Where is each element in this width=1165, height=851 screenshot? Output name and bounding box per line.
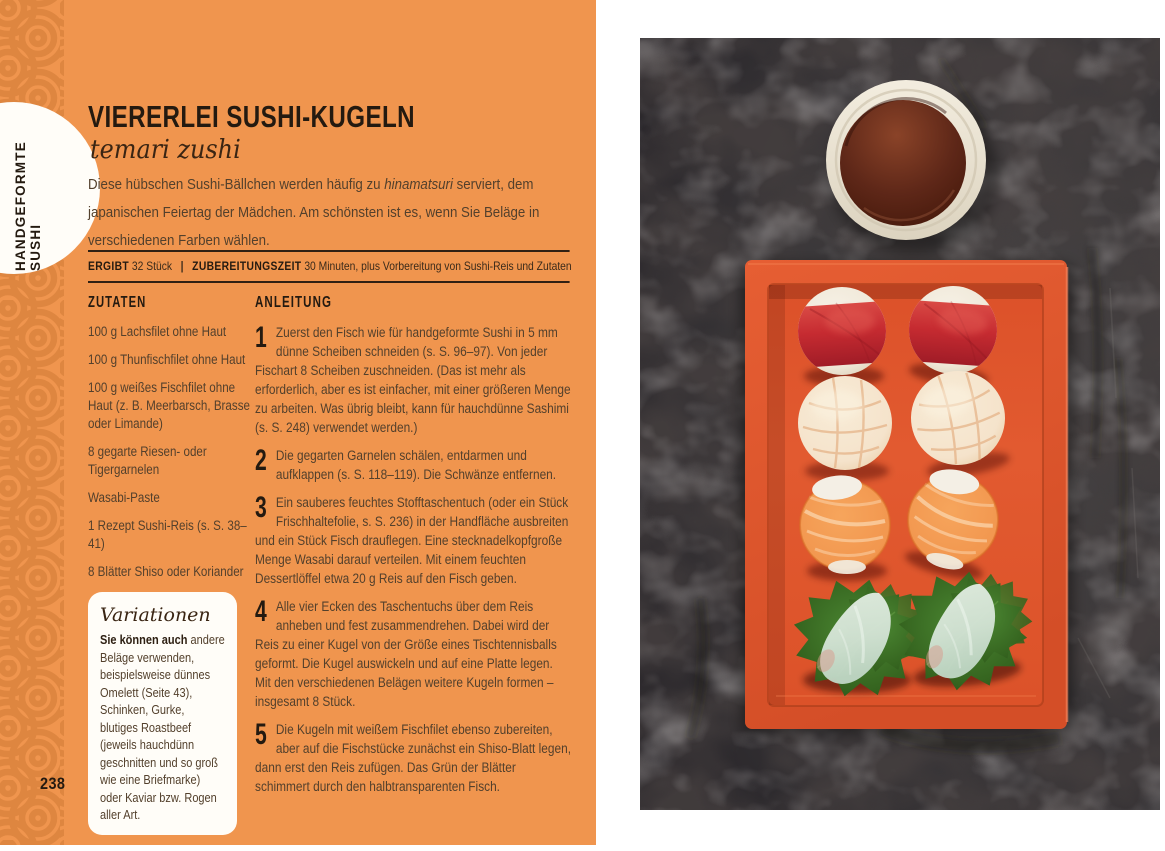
variations-text — [100, 632, 225, 825]
ingredient-item: Wasabi-Paste — [88, 490, 160, 505]
instruction-step — [255, 720, 572, 796]
step-text: Die gegarten Garnelen schälen, entdarmen und aufklappen (s. S. 118–119). Die Schwänze entfernen. — [275, 448, 557, 482]
meta-separator: | — [180, 259, 184, 273]
instructions-heading: ANLEITUNG — [255, 294, 333, 311]
yield-value: 32 Stück — [129, 259, 173, 273]
step-number: 2 — [255, 444, 267, 477]
step-number: 5 — [255, 718, 267, 751]
instruction-step — [255, 446, 572, 484]
recipe-subtitle-japanese: temari zushi — [90, 135, 241, 165]
food-photo-illustration — [640, 38, 1160, 810]
time-label: ZUBEREITUNGSZEIT — [192, 259, 302, 273]
ingredient-item: 100 g weißes Fischfilet ohne Haut (z. B. Meerbarsch, Brasse oder Limande) — [88, 380, 250, 431]
recipe-intro — [88, 171, 561, 255]
step-text: Ein sauberes feuchtes Stofftaschentuch (oder ein Stück Frischhaltefolie, s. S. 236) in der Handfläche ausbreiten und ein Stück Fisch drauflegen. Eine stecknadelkopfgroße Menge Wasabi darauf verteilen. Mit einem feuchten Dessertlöffel etwa 20 g Reis auf den Fisch geben. — [255, 495, 569, 586]
step-number: 4 — [255, 595, 267, 628]
instruction-step — [255, 323, 572, 437]
instruction-step — [255, 597, 572, 711]
variations-box — [88, 592, 237, 835]
step-text: Alle vier Ecken des Taschentuchs über dem Reis anheben und fest zusammendrehen. Dabei wird der Reis zu einer Kugel von der Größe eines Tischtennisballs geformt. Die Kugel auswickeln und auf eine Platte legen. Mit den verschiedenen Belägen weitere Kugeln formen – insgesamt 8 Stück. — [255, 599, 557, 709]
ingredient-item: 8 Blätter Shiso oder Koriander — [88, 564, 244, 579]
variations-heading: Variationen — [100, 604, 211, 626]
step-number: 3 — [255, 491, 267, 524]
food-photo — [640, 38, 1160, 810]
step-text: Zuerst den Fisch wie für handgeformte Sushi in 5 mm dünne Scheiben schneiden (s. S. 96–97). Von jeder Fischart 8 Scheiben zuschneiden. (Das ist mehr als erforderlich, aber es ist einfacher, mit einer größeren Menge zu arbeiten. Was übrig bleibt, kann für hauchdünne Sashimi (s. S. 248) verwendet werden.) — [255, 325, 571, 435]
ingredient-item: 100 g Thunfischfilet ohne Haut — [88, 352, 246, 367]
page-number: 238 — [40, 774, 66, 793]
ingredient-item: 8 gegarte Riesen- oder Tigergarnelen — [88, 444, 207, 477]
intro-italic-term: hinamatsuri — [384, 176, 453, 193]
intro-before: Diese hübschen Sushi-Bällchen werden häufig zu — [88, 176, 385, 193]
ingredient-item: 100 g Lachsfilet ohne Haut — [88, 324, 227, 339]
ingredient-item: 1 Rezept Sushi-Reis (s. S. 38–41) — [88, 518, 247, 551]
variations-body: andere Beläge verwenden, beispielsweise dünnes Omelett (Seite 43), Schinken, Gurke, blutiges Roastbeef (jeweils hauchdünn geschnitten und so groß wie eine Briefmarke) oder Kaviar bzw. Rogen aller Art. — [100, 633, 225, 822]
ingredients-heading: ZUTATEN — [88, 294, 147, 311]
chapter-label: HANDGEFORMTE SUSHI — [13, 141, 43, 271]
instruction-step — [255, 493, 572, 588]
recipe-meta-bar — [88, 250, 570, 283]
variations-bold-lead: Sie können auch — [100, 633, 188, 647]
recipe-title: VIERERLEI SUSHI-KUGELN — [88, 99, 415, 134]
intro-after: serviert, dem japanischen Feiertag der Mädchen. Am schönsten ist es, wenn Sie Beläge in verschiedenen Farben wählen. — [88, 176, 540, 249]
step-text: Die Kugeln mit weißem Fischfilet ebenso zubereiten, aber auf die Fischstücke zunächst ein Shiso-Blatt legen, dann erst den Reis zufügen. Das Grün der Blätter schimmert durch den halbtransparenten Fisch. — [255, 722, 572, 794]
lacquer-tray — [741, 260, 1073, 733]
time-value: 30 Minuten, plus Vorbereitung von Sushi-Reis und Zutaten — [301, 259, 572, 273]
instructions-column — [255, 294, 572, 805]
ingredients-column — [88, 294, 251, 591]
yield-label: ERGIBT — [88, 259, 130, 273]
step-number: 1 — [255, 321, 267, 354]
